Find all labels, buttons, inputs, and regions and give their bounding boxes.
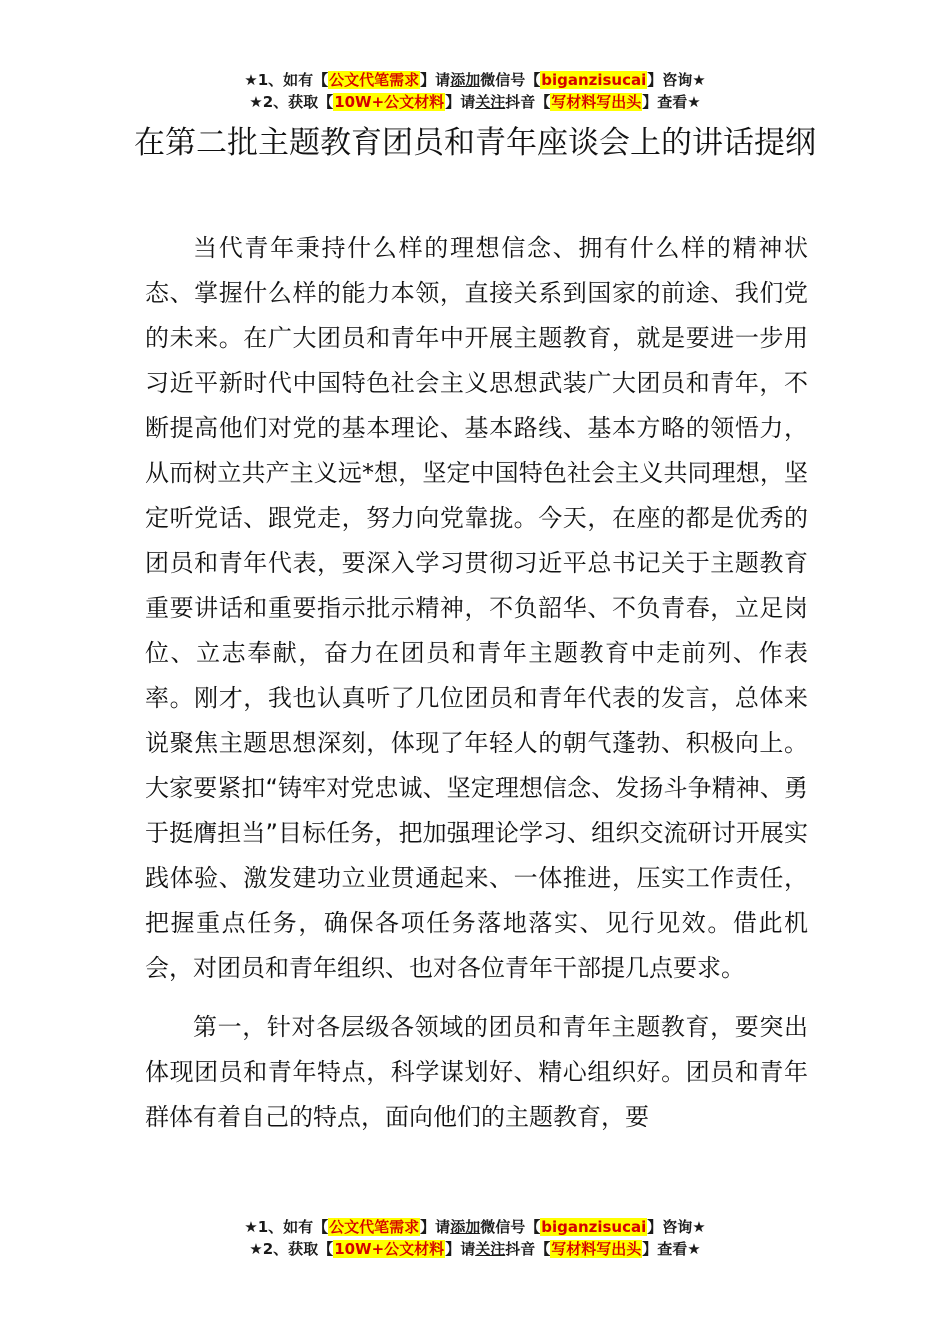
promo-highlight: 公文代笔需求 [329,71,420,89]
promo-highlight: biganzisucai [541,71,647,89]
promo-highlight: 公文代笔需求 [329,1218,420,1236]
promo-highlight: biganzisucai [541,1218,647,1236]
promo-line-1: ★1、如有【公文代笔需求】请添加微信号【biganzisucai】咨询★ [244,71,706,89]
footer-promo-banner [0,1216,950,1260]
promo-line-1: ★1、如有【公文代笔需求】请添加微信号【biganzisucai】咨询★ [244,1218,706,1236]
promo-line-2: ★2、获取【10W+公文材料】请关注抖音【写材料写出头】查看★ [249,93,701,111]
document-title: 在第二批主题教育团员和青年座谈会上的讲话提纲 [134,125,816,161]
promo-line-2: ★2、获取【10W+公文材料】请关注抖音【写材料写出头】查看★ [249,1240,701,1258]
document-body [145,226,808,1140]
header-promo-banner [0,69,950,113]
promo-highlight: 10W+公文材料 [334,1240,445,1258]
promo-highlight: 写材料写出头 [551,1240,642,1258]
paragraph: 当代青年秉持什么样的理想信念、拥有什么样的精神状态、掌握什么样的能力本领，直接关系到国家的前途、我们党的未来。在广大团员和青年中开展主题教育，就是要进一步用习近平新时代中国特色社会主义思想武装广大团员和青年，不断提高他们对党的基本理论、基本路线、基本方略的领悟力，从而树立共产主义远*想，坚定中国特色社会主义共同理想，坚定听党话、跟党走，努力向党靠拢。今天，在座的都是优秀的团员和青年代表，要深入学习贯彻习近平总书记关于主题教育重要讲话和重要指示批示精神，不负韶华、不负青春，立足岗位、立志奉献，奋力在团员和青年主题教育中走前列、作表率。刚才，我也认真听了几位团员和青年代表的发言，总体来说聚焦主题思想深刻，体现了年轻人的朝气蓬勃、积极向上。大家要紧扣“铸牢对党忠诚、坚定理想信念、发扬斗争精神、勇于挺膺担当”目标任务，把加强理论学习、组织交流研讨开展实践体验、激发建功立业贯通起来、一体推进，压实工作责任，把握重点任务，确保各项任务落地落实、见行见效。借此机会，对团员和青年组织、也对各位青年干部提几点要求。 [145,234,808,982]
paragraph: 第一，针对各层级各领域的团员和青年主题教育，要突出体现团员和青年特点，科学谋划好、精心组织好。团员和青年群体有着自己的特点，面向他们的主题教育，要 [145,1013,808,1131]
promo-highlight: 写材料写出头 [551,93,642,111]
promo-highlight: 10W+公文材料 [334,93,445,111]
